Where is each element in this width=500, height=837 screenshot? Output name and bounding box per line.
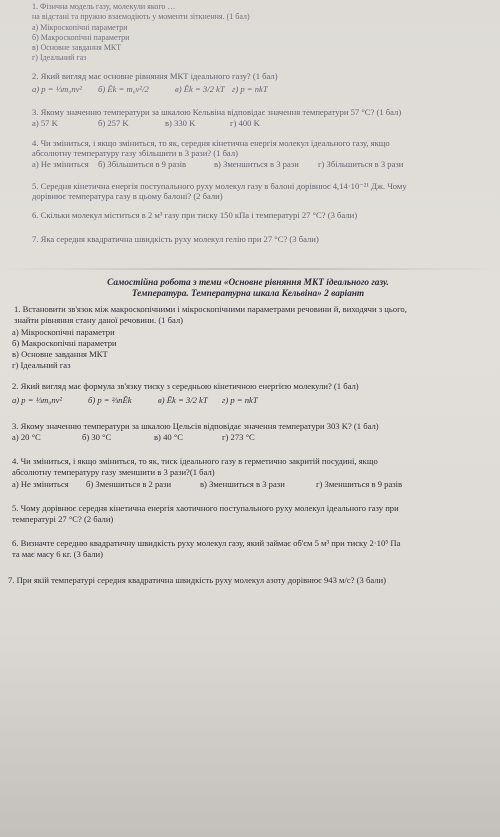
v1-q6-stem: 6. Скільки молекул міститься в 2 м³ газу при тиску 150 кПа і температурі 27 °C? (3 бали) [32, 210, 358, 220]
v2-q1-opt-c: в) Основне завдання МКТ [12, 349, 108, 359]
v2-q1-stem-cont: знайти рівняння стану даної речовини. (1 бал) [14, 315, 184, 325]
v1-q2-opt-c: в) Ēk = 3/2 kT [175, 84, 225, 94]
v2-q3-opt-b: б) 30 °C [82, 432, 112, 442]
v2-q5-stem-cont: температурі 27 °C? (2 бали) [12, 514, 114, 524]
v1-q1-opt-b: б) Макроскопічні параметри [32, 33, 130, 42]
v1-q4-stem-cont: абсолютну температуру газу збільшити в 3 рази? (1 бал) [32, 148, 238, 158]
v2-q4-opt-c: в) Зменшиться в 3 рази [200, 479, 285, 489]
v1-q4-stem: 4. Чи зміниться, і якщо зміниться, то як, середня кінетична енергія молекул ідеального газу, якщо [32, 138, 390, 148]
v2-q4-stem-cont: абсолютну температуру газу зменшити в 3 рази?(1 бал) [12, 467, 215, 477]
v2-q3-opt-d: г) 273 °C [222, 432, 255, 442]
v1-q1-opt-a: а) Мікроскопічні параметри [32, 23, 128, 32]
v1-q1-opt-d: г) Ідеальний газ [32, 53, 87, 62]
v2-q3-opt-a: а) 20 °C [12, 432, 41, 442]
v2-q2-opt-a: а) p = ⅓m₀nv² [12, 395, 63, 405]
v2-q4-opt-d: г) Зменшиться в 9 разів [316, 479, 403, 489]
v1-q2-stem: 2. Який вигляд має основне рівняння МКТ ідеального газу? (1 бал) [32, 71, 278, 81]
v1-q1-opt-c: в) Основне завдання МКТ [32, 43, 122, 52]
v2-q2-opt-c: в) Ēk = 3/2 kT [158, 395, 208, 405]
v2-q2-opt-d: г) p = nkT [222, 395, 258, 405]
v1-q1-stem-cont: на відстані та пружно взаємодіють у моменти зіткнення. (1 бал) [32, 12, 250, 21]
v2-q4-opt-b: б) Зменшиться в 2 рази [86, 479, 172, 489]
v2-q4-stem: 4. Чи зміниться, і якщо зміниться, то як, тиск ідеального газу в герметично закритій посудині, якщо [12, 456, 378, 466]
v1-q3-stem: 3. Якому значенню температури за шкалою Кельвіна відповідає значення температури 57 °C? (1 бал) [32, 107, 402, 117]
v1-q4-opt-a: а) Не зміниться [32, 159, 89, 169]
v1-q3-opt-b: б) 257 K [98, 118, 129, 128]
paper-crease [0, 268, 500, 270]
v2-q7-stem: 7. При якій температурі середня квадратична швидкість руху молекул азоту дорівнює 943 м/с? (3 бали) [8, 575, 386, 585]
v1-q3-opt-a: а) 57 K [32, 118, 58, 128]
v2-q3-opt-c: в) 40 °C [154, 432, 183, 442]
v1-q2-opt-d: г) p = nkT [232, 84, 268, 94]
v1-q4-opt-b: б) Збільшиться в 9 разів [98, 159, 187, 169]
v1-q5-stem-cont: дорівнює температура газу в цьому балоні? (2 бали) [32, 191, 223, 201]
v2-q1-opt-a: а) Мікроскопічні параметри [12, 327, 115, 337]
v1-q4-opt-c: в) Зменшиться в 3 рази [214, 159, 299, 169]
v2-q2-stem: 2. Який вигляд має формула зв'язку тиску з середньою кінетичною енергією молекули? (1 бал) [12, 381, 359, 391]
v2-title-line1: Самостійна робота з теми «Основне рівняння МКТ ідеального газу. [107, 278, 389, 288]
v2-title-line2: Температура. Температурна шкала Кельвіна» 2 варіант [131, 289, 365, 299]
v1-q5-stem: 5. Середня кінетична енергія поступального руху молекул газу в балоні дорівнює 4,14·10⁻²¹ Дж. Чому [32, 181, 407, 191]
v2-q1-stem: 1. Встановити зв'язок між макроскопічними і мікроскопічними параметрами речовини й, виходячи з цього, [14, 304, 407, 314]
page-shadow [0, 640, 500, 837]
v1-q1-stem: 1. Фізична модель газу, молекули якого … [32, 2, 176, 11]
v2-q6-stem-cont: та має масу 6 кг. (3 бали) [12, 549, 103, 559]
v1-q7-stem: 7. Яка середня квадратична швидкість руху молекул гелію при 27 °C? (3 бали) [32, 234, 319, 244]
v1-q4-opt-d: г) Збільшиться в 3 рази [318, 159, 404, 169]
v1-q3-opt-c: в) 330 K [165, 118, 196, 128]
v1-q2-opt-b: б) Ēk = m₀v²/2 [98, 84, 149, 94]
v2-q4-opt-a: а) Не зміниться [12, 479, 69, 489]
v1-q2-opt-a: а) p = ⅓m₀nv² [32, 84, 83, 94]
v2-q1-opt-b: б) Макроскопічні параметри [12, 338, 117, 348]
v2-q5-stem: 5. Чому дорівнює середня кінетична енергія хаотичного поступального руху молекул ідеального газу при [12, 503, 399, 513]
v1-q3-opt-d: г) 400 K [230, 118, 260, 128]
v2-q6-stem: 6. Визначте середню квадратичну швидкість руху молекул газу, який займає об'єм 5 м³ при тиску 2·10⁵ Па [12, 538, 401, 548]
v2-q2-opt-b: б) p = ⅔nĒk [88, 395, 132, 405]
v2-q3-stem: 3. Якому значенню температури за шкалою Цельсія відповідає значення температури 303 K? (1 бал) [12, 421, 379, 431]
v2-q1-opt-d: г) Ідеальний газ [12, 360, 71, 370]
